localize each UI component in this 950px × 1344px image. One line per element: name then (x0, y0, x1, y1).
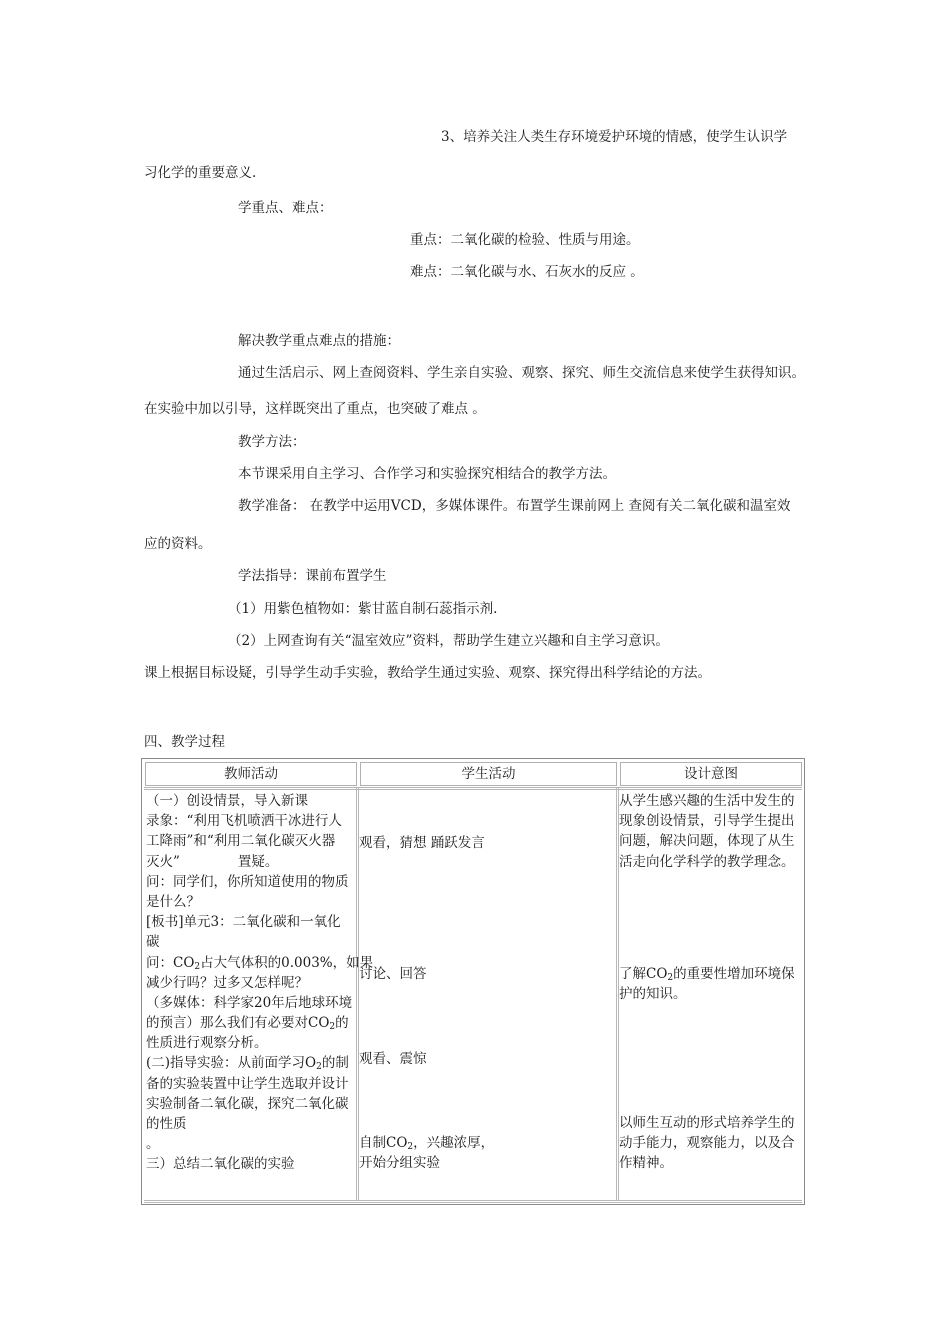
teacher-line: [板书]单元3：二氧化碳和一氧化 (146, 914, 341, 931)
teacher-line-part: 置疑。 (237, 853, 279, 870)
student-activity-1: 观看，猜想 踊跃发言 (359, 835, 485, 851)
process-heading: 四、教学过程 (144, 734, 225, 750)
subscript: 2 (316, 1062, 322, 1073)
teacher-line (146, 953, 373, 973)
intent-line: 现象创设情景，引导学生提出 (619, 813, 795, 830)
header-divider (144, 787, 802, 790)
subscript: 2 (407, 1142, 414, 1152)
intent-line: 作精神。 (619, 1155, 673, 1172)
student-activity-2: 讨论、回答 (359, 966, 427, 982)
teacher-line: 实验制备二氧化碳，探究二氧化碳 (146, 1095, 349, 1112)
intent-line (619, 964, 795, 984)
intent-line: 以师生互动的形式培养学生的 (619, 1115, 795, 1131)
design-intent-2 (619, 964, 795, 1004)
methods-heading: 教学方法： (238, 434, 306, 450)
preparation-line1: 教学准备： 在教学中运用VCD，多媒体课件。布置学生课前网上 查阅有关二氧化碳和温室效 (238, 498, 791, 514)
intent-line: 问题，解决问题，体现了从生 (619, 833, 795, 850)
student-line: 开始分组实验 (359, 1155, 440, 1172)
teacher-line: 是什么？ (146, 893, 200, 910)
guidance-text: 课上根据目标设疑，引导学生动手实验，教给学生通过实验、观察、探究得出科学结论的方法。 (144, 665, 711, 681)
teacher-line: 录象：“利用飞机喷洒干冰进行人 (146, 813, 342, 830)
teacher-line-part: 占大气体积的0.003%，如果 (200, 954, 374, 971)
design-intent-1 (619, 791, 795, 872)
subscript: 2 (667, 973, 674, 983)
key-point: 重点：二氧化碳的检验、性质与用途。 (410, 232, 640, 248)
teacher-line-part: 问：CO (146, 954, 195, 971)
difficult-point: 难点：二氧化碳与水、石灰水的反应 。 (410, 264, 644, 280)
measures-text-line1: 通过生活启示、网上查阅资料、学生亲自实验、观察、探究、师生交流信息来使学生获得知识。 (238, 365, 805, 381)
measures-text-line2: 在实验中加以引导，这样既突出了重点，也突破了难点 。 (144, 401, 486, 417)
teacher-line: 性质进行观察分析。 (146, 1035, 268, 1052)
student-line-part: ，兴趣浓厚， (413, 1135, 495, 1151)
teacher-line-part: 的制 (321, 1055, 349, 1072)
student-line (359, 1133, 494, 1153)
intent-line: 从学生感兴趣的生活中发生的 (619, 793, 795, 809)
intent-line: 动手能力，观察能力，以及合 (619, 1135, 795, 1152)
teacher-line-part: (二)指导实验：从前面学习O (146, 1055, 317, 1072)
teacher-line (146, 1053, 373, 1073)
teacher-line: 减少行吗？过多又怎样呢？ (146, 974, 308, 991)
subscript: 2 (194, 961, 201, 972)
guidance-item-1: （1）用紫色植物如：紫甘蓝自制石蕊指示剂. (228, 601, 498, 617)
measures-heading: 解决教学重点难点的措施： (238, 333, 400, 349)
header-design-intent: 设计意图 (684, 766, 738, 782)
teacher-line: 问：同学们，你所知道使用的物质 (146, 873, 349, 890)
teacher-line: 备的实验装置中让学生选取并设计 (146, 1075, 349, 1092)
student-line-part: 自制CO (359, 1135, 408, 1151)
teacher-line: 碳 (146, 934, 160, 951)
methods-text: 本节课采用自主学习、合作学习和实验探究相结合的教学方法。 (238, 466, 616, 482)
teacher-line-part: 的预言）那么我们有必要对CO (146, 1015, 330, 1032)
intent-line-part: 了解CO (619, 966, 668, 982)
intent-line-part: 的重要性增加环境保 (673, 966, 795, 982)
teacher-line (146, 852, 373, 872)
teacher-line-part: 的 (335, 1015, 349, 1032)
teacher-line-part: 灭火” (146, 853, 180, 870)
preparation-line2: 应的资料。 (144, 536, 212, 552)
design-intent-3 (619, 1113, 795, 1174)
objective-3-line2: 习化学的重要意义. (144, 165, 257, 181)
header-student-activity: 学生活动 (461, 766, 516, 782)
teacher-line (146, 1013, 373, 1033)
teacher-line: 三）总结二氧化碳的实验 (146, 1156, 295, 1173)
teacher-line: 。 (146, 1136, 160, 1153)
teaching-process-table (141, 758, 805, 1205)
teacher-line: 的性质 (146, 1116, 187, 1132)
guidance-heading: 学法指导：课前布置学生 (238, 568, 387, 584)
header-teacher-activity: 教师活动 (224, 766, 278, 782)
bottom-divider (144, 1200, 802, 1203)
subscript: 2 (329, 1022, 336, 1033)
intent-line: 护的知识。 (619, 986, 687, 1003)
teacher-activity-cell (146, 791, 373, 1175)
student-activity-4 (359, 1133, 494, 1173)
intent-line: 活走向化学科学的教学理念。 (619, 853, 795, 870)
student-activity-3: 观看、震惊 (359, 1051, 427, 1067)
teacher-line: （多媒体：科学家20年后地球环境 (146, 994, 353, 1011)
objective-3-line1: 3、培养关注人类生存环境爱护环境的情感，使学生认识学 (441, 129, 788, 145)
teacher-line: 工降雨”和“利用二氧化碳灭火器 (146, 833, 336, 850)
guidance-item-2: （2）上网查询有关“温室效应”资料，帮助学生建立兴趣和自主学习意识。 (228, 633, 669, 649)
key-points-heading: 学重点、难点： (238, 200, 333, 216)
teacher-line: （一）创设情景，导入新课 (146, 793, 308, 809)
